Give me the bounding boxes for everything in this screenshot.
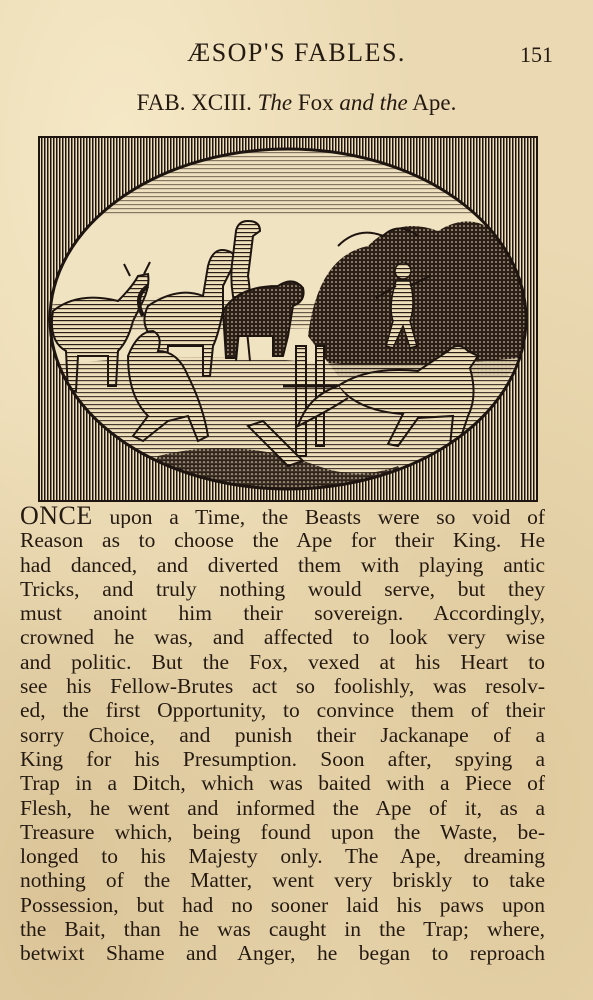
page-number: 151 <box>520 42 553 67</box>
first-line-rest: upon a Time, the Beasts were so void of <box>92 505 545 529</box>
running-title: ÆSOP'S FABLES. <box>187 38 406 67</box>
fable-text <box>20 504 545 966</box>
fable-title-name-2: Ape. <box>412 90 457 115</box>
text-line: Reason as to choose the Ape for their King. He <box>20 528 545 553</box>
text-line: Treasure which, being found upon the Waste, be- <box>20 819 545 844</box>
text-line: must anoint him their sovereign. Accordingly, <box>20 601 545 626</box>
text-line: nothing of the Matter, went very briskly to take <box>20 868 545 893</box>
fable-title-article: The <box>257 90 293 115</box>
text-line: ed, the first Opportunity, to convince them of their <box>20 698 545 723</box>
fable-number: FAB. XCIII. <box>136 90 252 115</box>
text-line <box>20 504 545 528</box>
text-line: Trap in a Ditch, which was baited with a Piece of <box>20 771 545 796</box>
text-line: Tricks, and truly nothing would serve, but they <box>20 576 545 601</box>
text-line: see his Fellow-Brutes act so foolishly, was resolv- <box>20 674 545 699</box>
dropcap-word: ONCE <box>20 504 93 529</box>
text-line: had danced, and diverted them with playing antic <box>20 552 545 577</box>
text-line: crowned he was, and affected to look very wise <box>20 625 545 650</box>
fable-heading <box>0 90 593 116</box>
text-line: sorry Choice, and punish their Jackanape of a <box>20 722 545 747</box>
text-line: and politic. But the Fox, vexed at his Heart to <box>20 649 545 674</box>
fable-title-name-1: Fox <box>297 90 334 115</box>
text-line: King for his Presumption. Soon after, spying a <box>20 746 545 771</box>
running-head <box>0 38 593 72</box>
woodcut-svg <box>38 136 538 502</box>
text-line: betwixt Shame and Anger, he began to reproach <box>20 941 545 966</box>
text-line: longed to his Majesty only. The Ape, dreaming <box>20 844 545 869</box>
text-line: the Bait, than he was caught in the Trap; where, <box>20 917 545 942</box>
woodcut-illustration-icon <box>38 136 538 502</box>
fable-title-conj: and the <box>339 90 408 115</box>
text-line: Flesh, he went and informed the Ape of it, as a <box>20 795 545 820</box>
text-line: Possession, but had no sooner laid his paws upon <box>20 892 545 917</box>
